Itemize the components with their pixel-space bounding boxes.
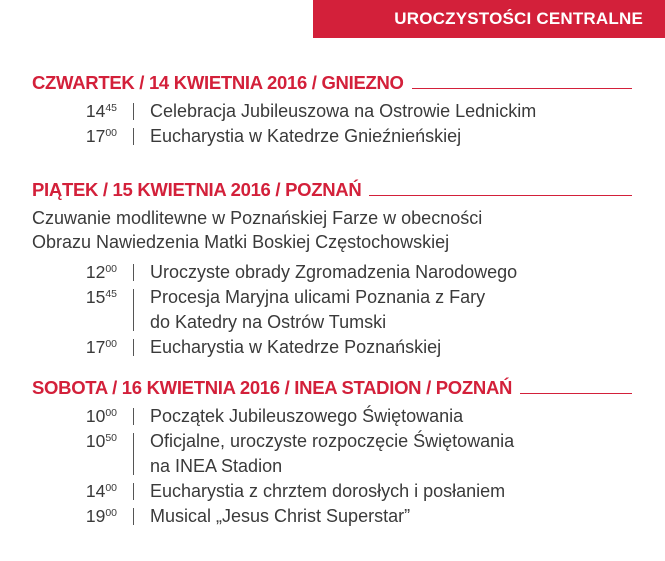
time-separator xyxy=(133,483,134,500)
event-time xyxy=(32,99,117,124)
event-minutes: 45 xyxy=(105,102,117,114)
event-row xyxy=(32,479,632,504)
event-hour: 12 xyxy=(85,262,106,282)
event-hour: 10 xyxy=(85,406,106,426)
event-line: Oficjalne, uroczyste rozpoczęcie Świętowania xyxy=(150,431,515,451)
event-line: Eucharystia z chrztem dorosłych i posłaniem xyxy=(150,481,506,501)
event-hour: 14 xyxy=(85,101,106,121)
event-minutes: 00 xyxy=(105,127,117,139)
event-list xyxy=(32,260,632,360)
event-row xyxy=(32,335,632,360)
day-title: CZWARTEK / 14 KWIETNIA 2016 / GNIEZNO xyxy=(32,72,404,93)
event-line: do Katedry na Ostrów Tumski xyxy=(150,312,387,332)
day-title: SOBOTA / 16 KWIETNIA 2016 / INEA STADION / POZNAŃ xyxy=(32,377,513,398)
event-row xyxy=(32,260,632,285)
intro-line: Czuwanie modlitewne w Poznańskiej Farze w obecności xyxy=(32,208,483,228)
event-row xyxy=(32,504,632,529)
day-section xyxy=(32,69,632,149)
event-time xyxy=(32,479,117,504)
event-hour: 15 xyxy=(85,287,106,307)
event-description xyxy=(150,404,463,429)
event-minutes: 50 xyxy=(105,432,117,444)
event-line: Początek Jubileuszowego Świętowania xyxy=(150,406,464,426)
time-separator xyxy=(133,433,134,475)
day-section xyxy=(32,176,632,360)
event-hour: 17 xyxy=(85,337,106,357)
event-time xyxy=(32,260,117,285)
event-line: na INEA Stadion xyxy=(150,456,283,476)
event-line: Celebracja Jubileuszowa na Ostrowie Lednickim xyxy=(150,101,537,121)
event-description xyxy=(150,479,505,504)
event-minutes: 00 xyxy=(105,482,117,494)
intro-line: Obrazu Nawiedzenia Matki Boskiej Częstochowskiej xyxy=(32,232,450,252)
event-description xyxy=(150,260,517,285)
event-description xyxy=(150,124,461,149)
event-description xyxy=(150,429,514,479)
event-row xyxy=(32,99,632,124)
event-line: Musical „Jesus Christ Superstar” xyxy=(150,506,411,526)
event-row xyxy=(32,124,632,149)
time-separator xyxy=(133,508,134,525)
event-description xyxy=(150,99,536,124)
day-heading xyxy=(32,176,632,200)
heading-rule xyxy=(412,88,632,89)
event-list xyxy=(32,404,632,529)
event-hour: 10 xyxy=(85,431,106,451)
event-minutes: 00 xyxy=(105,263,117,275)
event-hour: 14 xyxy=(85,481,106,501)
event-time xyxy=(32,124,117,149)
time-separator xyxy=(133,339,134,356)
event-minutes: 00 xyxy=(105,338,117,350)
banner-title: UROCZYSTOŚCI CENTRALNE xyxy=(394,9,643,28)
event-minutes: 45 xyxy=(105,288,117,300)
day-title: PIĄTEK / 15 KWIETNIA 2016 / POZNAŃ xyxy=(32,179,362,200)
heading-rule xyxy=(369,195,632,196)
event-line: Eucharystia w Katedrze Gnieźnieńskiej xyxy=(150,126,462,146)
event-line: Uroczyste obrady Zgromadzenia Narodowego xyxy=(150,262,518,282)
header-banner xyxy=(313,0,665,38)
event-line: Eucharystia w Katedrze Poznańskiej xyxy=(150,337,442,357)
event-time xyxy=(32,335,117,360)
event-minutes: 00 xyxy=(105,407,117,419)
time-separator xyxy=(133,128,134,145)
event-list xyxy=(32,99,632,149)
day-heading xyxy=(32,69,632,93)
event-time xyxy=(32,429,117,454)
event-row xyxy=(32,429,632,479)
event-minutes: 00 xyxy=(105,507,117,519)
time-separator xyxy=(133,408,134,425)
day-intro xyxy=(32,206,632,254)
time-separator xyxy=(133,103,134,120)
event-hour: 17 xyxy=(85,126,106,146)
day-heading xyxy=(32,374,632,398)
event-time xyxy=(32,285,117,310)
event-time xyxy=(32,504,117,529)
heading-rule xyxy=(520,393,632,394)
event-description xyxy=(150,335,441,360)
event-row xyxy=(32,404,632,429)
event-description xyxy=(150,285,485,335)
time-separator xyxy=(133,264,134,281)
event-time xyxy=(32,404,117,429)
event-row xyxy=(32,285,632,335)
event-hour: 19 xyxy=(85,506,106,526)
day-section xyxy=(32,374,632,529)
time-separator xyxy=(133,289,134,331)
event-description xyxy=(150,504,410,529)
event-line: Procesja Maryjna ulicami Poznania z Fary xyxy=(150,287,486,307)
